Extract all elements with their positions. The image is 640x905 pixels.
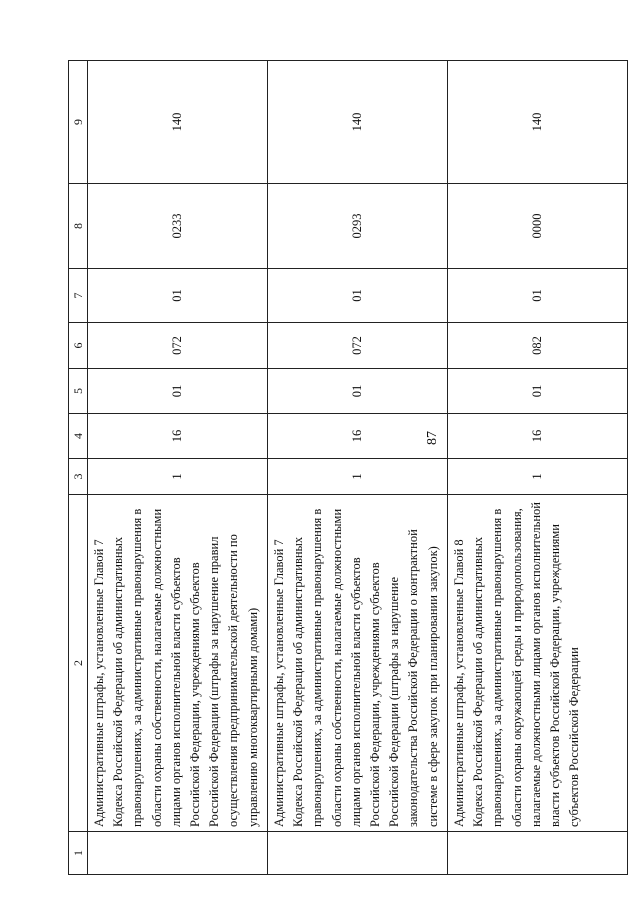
header-cell-1: 1 bbox=[69, 832, 88, 875]
row-code-9: 140 bbox=[268, 61, 448, 184]
header-cell-5: 5 bbox=[69, 369, 88, 414]
header-cell-3: 3 bbox=[69, 459, 88, 495]
header-row bbox=[69, 61, 88, 875]
row-code-5: 01 bbox=[88, 369, 268, 414]
row-code-8: 0000 bbox=[448, 184, 628, 269]
table-row bbox=[448, 61, 628, 875]
row-code-5: 01 bbox=[268, 369, 448, 414]
row-code-8: 0233 bbox=[88, 184, 268, 269]
page-number: 87 bbox=[425, 431, 440, 445]
row-code-9: 140 bbox=[448, 61, 628, 184]
row-code-6: 072 bbox=[268, 323, 448, 369]
header-cell-8: 8 bbox=[69, 184, 88, 269]
header-cell-9: 9 bbox=[69, 61, 88, 184]
row-code-6: 072 bbox=[88, 323, 268, 369]
row-code-7: 01 bbox=[448, 269, 628, 323]
budget-classification-table bbox=[68, 60, 628, 875]
row-description: Административные штрафы, установленные Главой 7 Кодекса Российской Федерации об административных правонарушениях, за административные правонарушения в области охраны собственности, налагаемые должностными лицами органов исполнительной власти субъектов Российской Федерации, учреждениями субъектов Российской Федерации (штрафы за нарушение законодательства Российской Федерации о контрактной системе в сфере закупок при планировании закупок) bbox=[268, 495, 448, 832]
row-cell-1 bbox=[268, 832, 448, 875]
row-code-3: 1 bbox=[448, 459, 628, 495]
header-cell-4: 4 bbox=[69, 414, 88, 459]
row-code-6: 082 bbox=[448, 323, 628, 369]
row-code-3: 1 bbox=[268, 459, 448, 495]
table-row bbox=[88, 61, 268, 875]
table-row bbox=[268, 61, 448, 875]
row-code-7: 01 bbox=[88, 269, 268, 323]
row-code-7: 01 bbox=[268, 269, 448, 323]
header-cell-2: 2 bbox=[69, 495, 88, 832]
row-code-5: 01 bbox=[448, 369, 628, 414]
row-cell-1 bbox=[88, 832, 268, 875]
row-code-3: 1 bbox=[88, 459, 268, 495]
row-code-4: 16 bbox=[88, 414, 268, 459]
row-cell-1 bbox=[448, 832, 628, 875]
row-description: Административные штрафы, установленные Главой 8 Кодекса Российской Федерации об административных правонарушениях, за административные правонарушения в области охраны окружающей среды и природопользования, налагаемые должностными лицами органов исполнительной власти субъектов Российской Федерации, учреждениями субъектов Российской Федерации bbox=[448, 495, 628, 832]
header-cell-7: 7 bbox=[69, 269, 88, 323]
row-code-4: 16 bbox=[268, 414, 448, 459]
row-code-4: 16 bbox=[448, 414, 628, 459]
row-code-9: 140 bbox=[88, 61, 268, 184]
row-code-8: 0293 bbox=[268, 184, 448, 269]
header-cell-6: 6 bbox=[69, 323, 88, 369]
row-description: Административные штрафы, установленные Главой 7 Кодекса Российской Федерации об административных правонарушениях, за административные правонарушения в области охраны собственности, налагаемые должностными лицами органов исполнительной власти субъектов Российской Федерации, учреждениями субъектов Российской Федерации (штрафы за нарушение правил осуществления предпринимательской деятельности по управлению многоквартирными домами) bbox=[88, 495, 268, 832]
